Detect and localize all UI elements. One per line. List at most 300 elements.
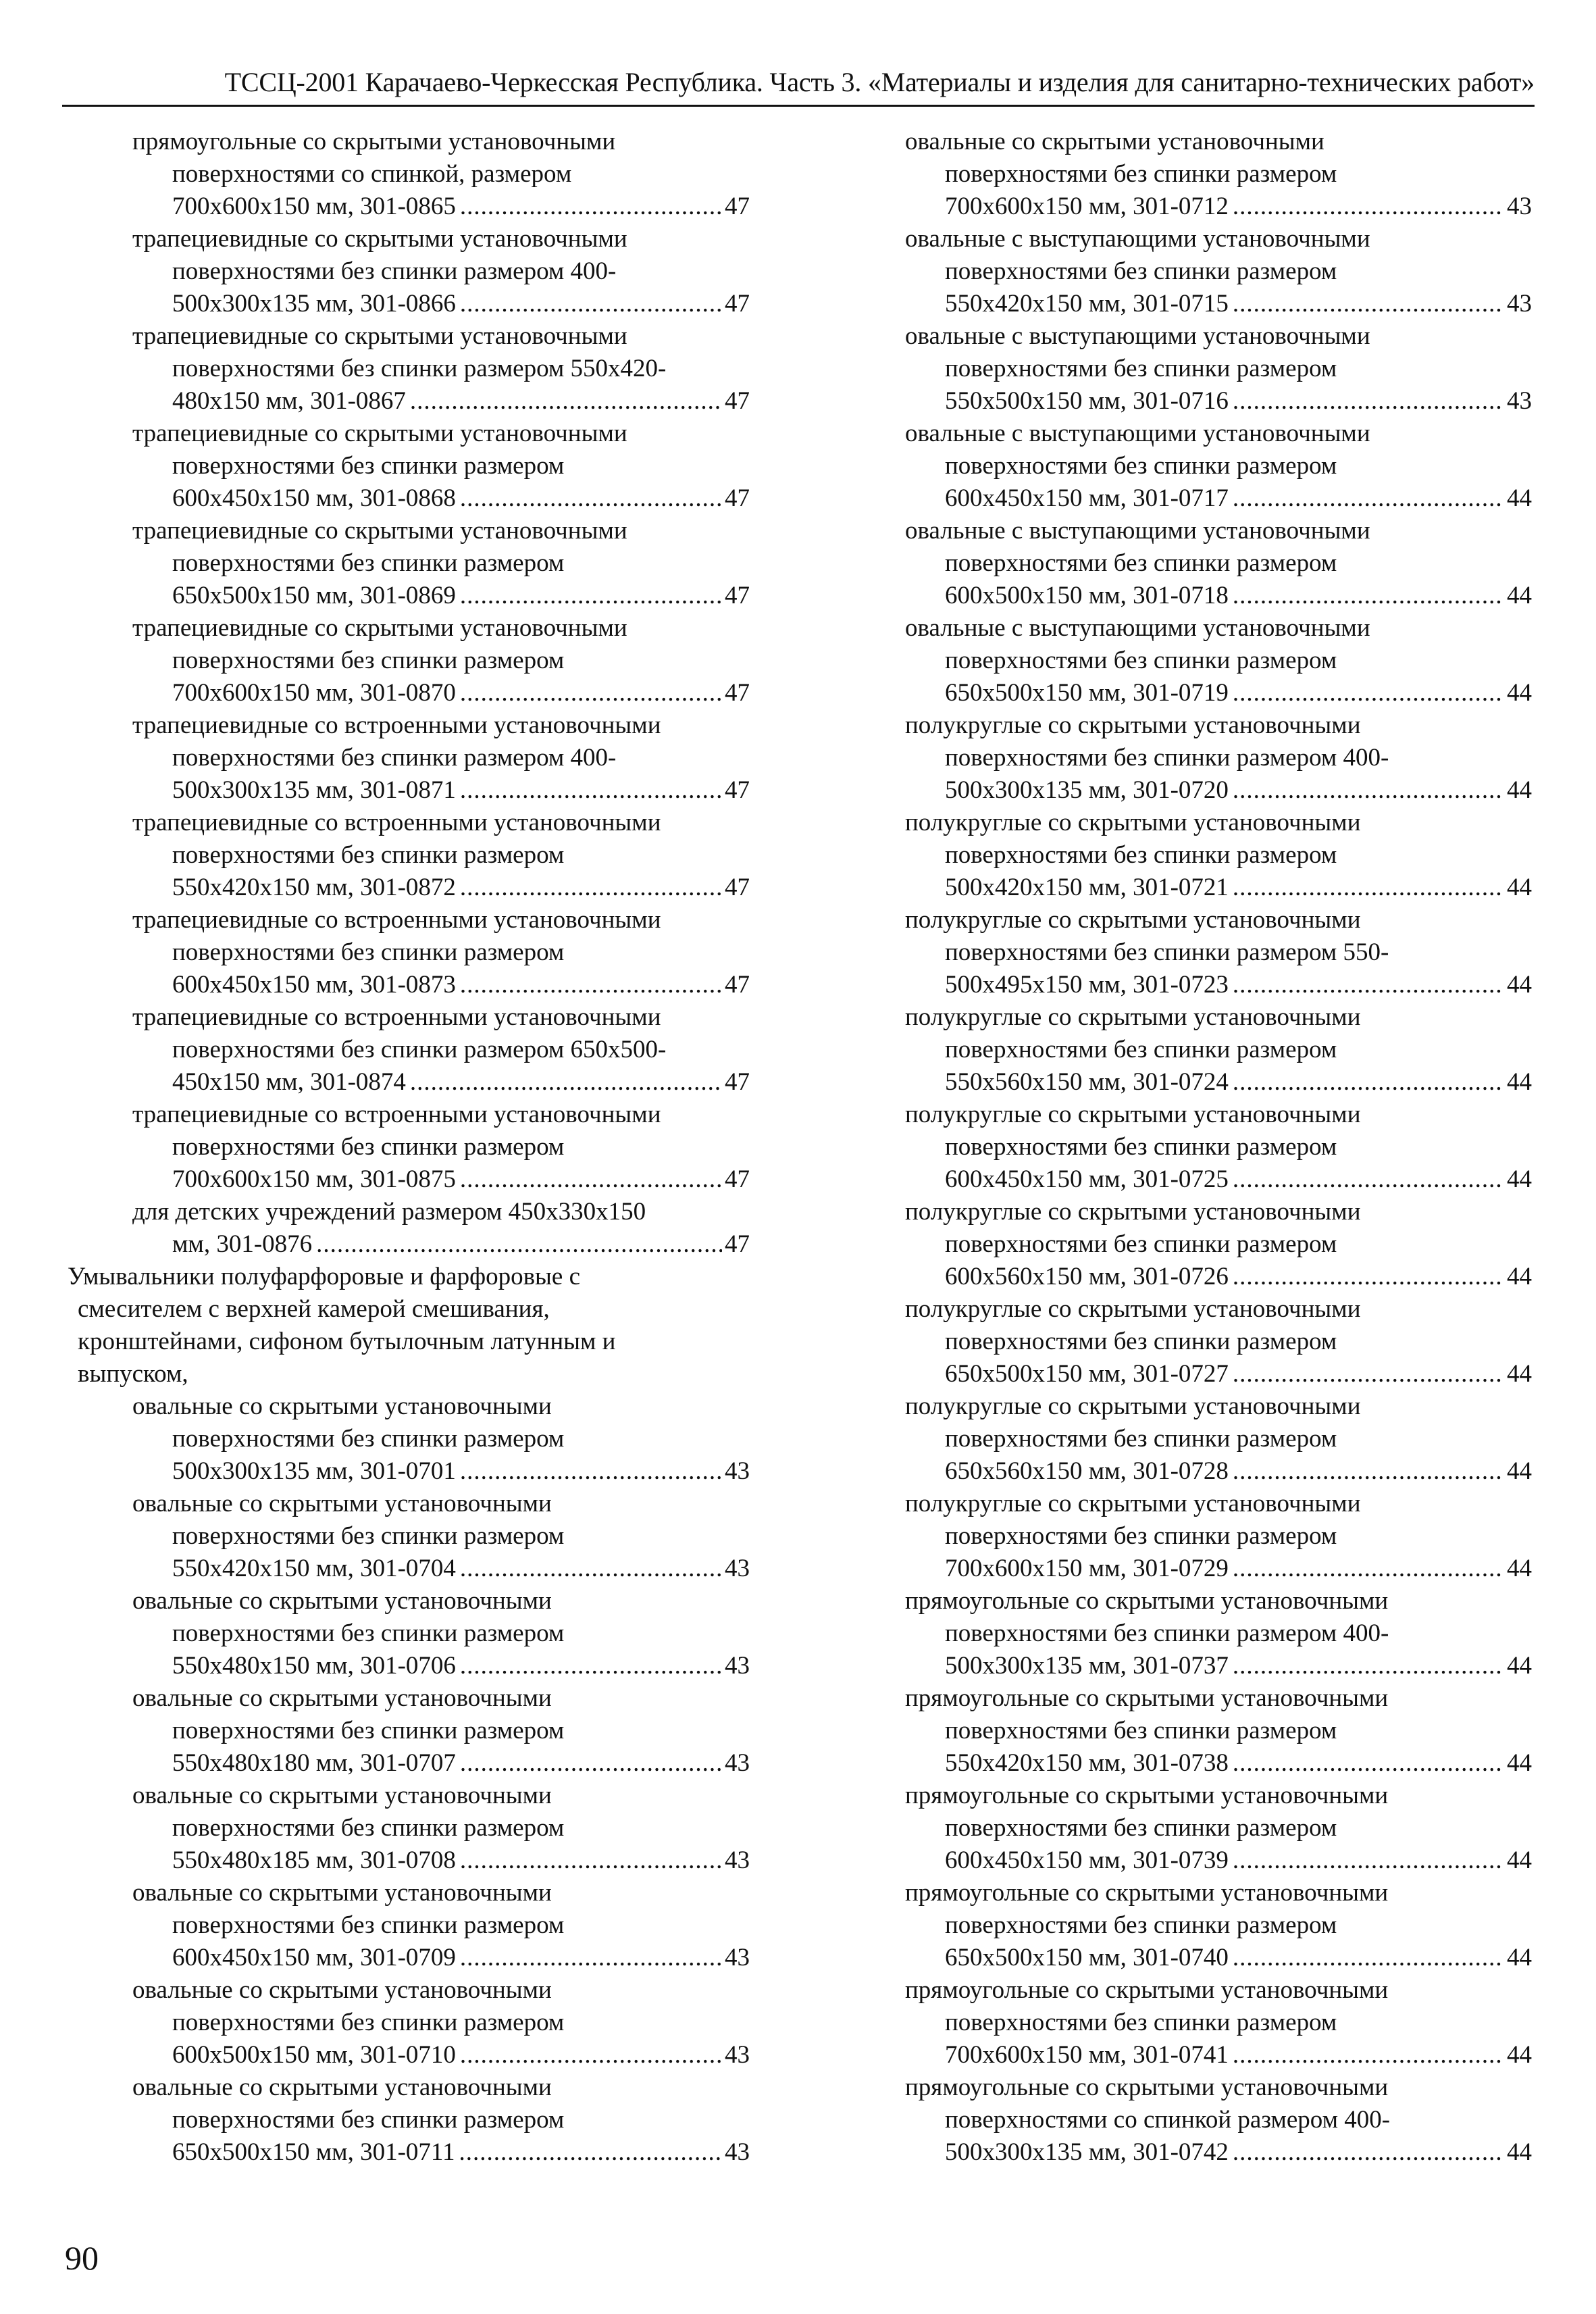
entry-page-ref: 43 (725, 2138, 750, 2166)
entry-page-ref: 47 (725, 582, 750, 609)
entry-page-ref: 44 (1507, 874, 1532, 901)
entry-spec: 700х600х150 мм, 301-0712 (945, 193, 1229, 220)
leader-dots (460, 1553, 722, 1585)
entry-last-line (68, 1228, 750, 1261)
entry-page-ref: 44 (1507, 1068, 1532, 1096)
leader-dots (460, 1844, 722, 1877)
entry-last-line (905, 482, 1532, 515)
entry-page-ref: 44 (1507, 2138, 1532, 2166)
entry-spec: 550х420х150 мм, 301-0704 (172, 1555, 456, 1582)
entry-text-line: овальные со скрытыми установочными (132, 1782, 552, 1809)
entry-last-line (68, 774, 750, 807)
index-entry (905, 709, 1532, 807)
header-title: ТССЦ-2001 Карачаево-Черкесская Республика. Часть 3. «Материалы и изделия для санитарно-технических работ» (224, 67, 1535, 97)
entry-last-line (905, 872, 1532, 904)
leader-dots (460, 1942, 722, 1974)
entry-page-ref: 44 (1507, 582, 1532, 609)
leader-dots (1233, 872, 1504, 904)
index-entry (68, 1099, 750, 1196)
index-entry (905, 1196, 1532, 1293)
entry-text-line: поверхностями без спинки размером (172, 1911, 565, 1939)
leader-dots (460, 969, 722, 1001)
entry-last-line (905, 969, 1532, 1001)
entry-text-line: овальные со скрытыми установочными (132, 1587, 552, 1615)
entry-text-line: прямоугольные со скрытыми установочными (905, 1587, 1389, 1615)
entry-text-line: трапециевидные со встроенными установочными (132, 809, 661, 836)
index-entry (905, 1974, 1532, 2071)
leader-dots (1233, 1261, 1504, 1293)
entry-text-line: поверхностями со спинкой размером 400- (945, 2106, 1391, 2134)
entry-spec: мм, 301-0876 (172, 1230, 313, 1258)
entry-page-ref: 47 (725, 484, 750, 512)
entry-text-line: овальные с выступающими установочными (905, 614, 1370, 642)
index-entry (68, 418, 750, 515)
entry-page-ref: 43 (725, 1944, 750, 1971)
entry-last-line (905, 385, 1532, 418)
index-entry (905, 1585, 1532, 1682)
leader-dots (1233, 774, 1504, 807)
leader-dots (460, 482, 722, 515)
entry-page-ref: 44 (1507, 2041, 1532, 2069)
leader-dots (1233, 191, 1504, 223)
entry-text-line: поверхностями без спинки размером (945, 841, 1337, 869)
entry-text-line: поверхностями без спинки размером (945, 1814, 1337, 1842)
entry-page-ref: 43 (725, 1457, 750, 1485)
entry-text-line: полукруглые со скрытыми установочными (905, 1392, 1361, 1420)
entry-text-line: поверхностями без спинки размером (172, 938, 565, 966)
entry-text-line: овальные с выступающими установочными (905, 517, 1370, 545)
entry-text-line: поверхностями без спинки размером (945, 1036, 1337, 1063)
entry-text-line: овальные со скрытыми установочными (905, 128, 1324, 155)
entry-text-line: поверхностями без спинки размером (172, 647, 565, 674)
entry-page-ref: 44 (1507, 484, 1532, 512)
entry-spec: 500х495х150 мм, 301-0723 (945, 971, 1229, 999)
entry-page-ref: 43 (725, 2041, 750, 2069)
index-entry (905, 1293, 1532, 1390)
entry-page-ref: 44 (1507, 1263, 1532, 1290)
entry-text-line: поверхностями без спинки размером (945, 355, 1337, 382)
leader-dots (1233, 1844, 1504, 1877)
entry-text-line: полукруглые со скрытыми установочными (905, 1101, 1361, 1128)
entry-text-line: овальные с выступающими установочными (905, 322, 1370, 350)
entry-last-line (905, 1066, 1532, 1099)
entry-last-line (905, 580, 1532, 612)
entry-page-ref: 44 (1507, 1846, 1532, 1874)
entry-last-line (68, 1455, 750, 1488)
leader-dots (460, 580, 722, 612)
entry-text-line: поверхностями без спинки размером (172, 2106, 565, 2134)
entry-spec: 550х420х150 мм, 301-0872 (172, 874, 456, 901)
entry-spec: 600х450х150 мм, 301-0873 (172, 971, 456, 999)
group-heading-line: Умывальники полуфарфоровые и фарфоровые с (68, 1263, 580, 1290)
leader-dots (460, 872, 722, 904)
group-heading (68, 1261, 750, 1390)
entry-text-line: трапециевидные со встроенными установочными (132, 906, 661, 934)
entry-spec: 500х300х135 мм, 301-0720 (945, 776, 1229, 804)
entry-text-line: трапециевидные со скрытыми установочными (132, 614, 627, 642)
leader-dots (460, 1747, 722, 1780)
entry-last-line (905, 191, 1532, 223)
entry-spec: 600х450х150 мм, 301-0709 (172, 1944, 456, 1971)
leader-dots (1233, 1163, 1504, 1196)
index-entry (905, 515, 1532, 612)
entry-spec: 500х300х135 мм, 301-0701 (172, 1457, 456, 1485)
entry-text-line: поверхностями без спинки размером (945, 647, 1337, 674)
entry-spec: 500х300х135 мм, 301-0871 (172, 776, 456, 804)
entry-text-line: полукруглые со скрытыми установочными (905, 711, 1361, 739)
entry-spec: 480х150 мм, 301-0867 (172, 387, 406, 415)
entry-last-line (68, 677, 750, 709)
entry-text-line: поверхностями без спинки размером (945, 1425, 1337, 1453)
entry-text-line: для детских учреждений размером 450х330х150 (132, 1198, 646, 1226)
index-entry (905, 418, 1532, 515)
entry-last-line (905, 1455, 1532, 1488)
entry-last-line (68, 2039, 750, 2071)
entry-text-line: поверхностями без спинки размером 400- (945, 1619, 1389, 1647)
entry-spec: 500х300х135 мм, 301-0742 (945, 2138, 1229, 2166)
leader-dots (460, 774, 722, 807)
entry-text-line: полукруглые со скрытыми установочными (905, 1198, 1361, 1226)
leader-dots (1233, 1455, 1504, 1488)
index-entry (68, 1001, 750, 1099)
entry-last-line (905, 2136, 1532, 2169)
entry-page-ref: 44 (1507, 1749, 1532, 1777)
index-entries-right (905, 126, 1532, 2169)
entry-spec: 500х300х135 мм, 301-0866 (172, 290, 456, 318)
entry-text-line: прямоугольные со скрытыми установочными (132, 128, 616, 155)
entry-text-line: поверхностями без спинки размером (945, 1133, 1337, 1161)
index-entry (905, 1099, 1532, 1196)
entry-spec: 700х600х150 мм, 301-0875 (172, 1165, 456, 1193)
entry-spec: 550х420х150 мм, 301-0715 (945, 290, 1229, 318)
entry-text-line: поверхностями без спинки размером (172, 841, 565, 869)
entry-last-line (68, 482, 750, 515)
index-entry (68, 1780, 750, 1877)
entry-text-line: поверхностями без спинки размером (172, 1522, 565, 1550)
index-entry (905, 1390, 1532, 1488)
entry-text-line: трапециевидные со встроенными установочными (132, 1003, 661, 1031)
entry-page-ref: 44 (1507, 1457, 1532, 1485)
entry-last-line (905, 774, 1532, 807)
entry-text-line: трапециевидные со скрытыми установочными (132, 322, 627, 350)
leader-dots (460, 191, 722, 223)
entry-page-ref: 43 (725, 1555, 750, 1582)
entry-last-line (905, 1553, 1532, 1585)
index-entry (68, 515, 750, 612)
leader-dots (1233, 1747, 1504, 1780)
leader-dots (1233, 1942, 1504, 1974)
leader-dots (1233, 969, 1504, 1001)
running-header (62, 58, 1535, 107)
entry-spec: 600х450х150 мм, 301-0739 (945, 1846, 1229, 1874)
entry-text-line: овальные со скрытыми установочными (132, 1879, 552, 1907)
index-entry (905, 612, 1532, 709)
index-entry (905, 1001, 1532, 1099)
entry-page-ref: 47 (725, 193, 750, 220)
entry-page-ref: 47 (725, 290, 750, 318)
entry-page-ref: 47 (725, 1230, 750, 1258)
entry-page-ref: 47 (725, 679, 750, 707)
entry-text-line: поверхностями без спинки размером (945, 1328, 1337, 1355)
entry-text-line: овальные со скрытыми установочными (132, 1684, 552, 1712)
entry-page-ref: 47 (725, 387, 750, 415)
entry-page-ref: 47 (725, 971, 750, 999)
group-heading-line: смесителем с верхней камерой смешивания, (78, 1295, 550, 1323)
entry-page-ref: 43 (725, 1749, 750, 1777)
entry-page-ref: 43 (1507, 193, 1532, 220)
leader-dots (410, 385, 722, 418)
entry-text-line: овальные со скрытыми установочными (132, 1490, 552, 1517)
entry-spec: 650х500х150 мм, 301-0740 (945, 1944, 1229, 1971)
entry-text-line: поверхностями без спинки размером (172, 2009, 565, 2036)
leader-dots (460, 1650, 722, 1682)
leader-dots (1233, 2136, 1504, 2169)
leader-dots (1233, 385, 1504, 418)
entry-text-line: поверхностями без спинки размером 400- (172, 744, 617, 772)
leader-dots (1233, 580, 1504, 612)
entry-text-line: поверхностями без спинки размером (172, 1717, 565, 1744)
entry-last-line (68, 1844, 750, 1877)
leader-dots (1233, 2039, 1504, 2071)
entry-page-ref: 44 (1507, 1652, 1532, 1680)
index-entry (905, 223, 1532, 320)
entry-spec: 500х420х150 мм, 301-0721 (945, 874, 1229, 901)
right-column (905, 126, 1532, 2169)
index-entry (905, 1488, 1532, 1585)
entry-text-line: поверхностями без спинки размером (172, 1425, 565, 1453)
leader-dots (1233, 1066, 1504, 1099)
entry-last-line (68, 969, 750, 1001)
index-entry (68, 320, 750, 418)
leader-dots (1233, 1553, 1504, 1585)
entry-last-line (905, 288, 1532, 320)
index-entry (68, 612, 750, 709)
entry-text-line: прямоугольные со скрытыми установочными (905, 1976, 1389, 2004)
index-entry (68, 2071, 750, 2169)
entry-text-line: полукруглые со скрытыми установочными (905, 1003, 1361, 1031)
entry-text-line: поверхностями без спинки размером (945, 257, 1337, 285)
entry-spec: 600х450х150 мм, 301-0717 (945, 484, 1229, 512)
entry-text-line: поверхностями без спинки размером (172, 452, 565, 480)
index-entry (68, 1488, 750, 1585)
entry-last-line (68, 1942, 750, 1974)
entry-page-ref: 47 (725, 776, 750, 804)
entry-last-line (68, 1163, 750, 1196)
index-entry (68, 709, 750, 807)
entry-last-line (905, 2039, 1532, 2071)
entry-text-line: трапециевидные со скрытыми установочными (132, 420, 627, 447)
group-heading-line: кронштейнами, сифоном бутылочным латунным и (78, 1328, 616, 1355)
entry-spec: 550х480х180 мм, 301-0707 (172, 1749, 456, 1777)
entry-text-line: поверхностями без спинки размером 550- (945, 938, 1389, 966)
index-entries-left-bottom (68, 1390, 750, 2169)
entry-text-line: поверхностями без спинки размером (945, 1522, 1337, 1550)
entry-text-line: поверхностями со спинкой, размером (172, 160, 572, 188)
entry-last-line (905, 677, 1532, 709)
entry-text-line: поверхностями без спинки размером (172, 1133, 565, 1161)
entry-text-line: поверхностями без спинки размером (172, 549, 565, 577)
entry-last-line (68, 1747, 750, 1780)
entry-last-line (68, 288, 750, 320)
entry-text-line: поверхностями без спинки размером 400- (172, 257, 617, 285)
entry-spec: 550х500х150 мм, 301-0716 (945, 387, 1229, 415)
entry-text-line: поверхностями без спинки размером 650х500- (172, 1036, 667, 1063)
entry-last-line (68, 580, 750, 612)
entry-text-line: овальные с выступающими установочными (905, 225, 1370, 253)
entry-spec: 700х600х150 мм, 301-0865 (172, 193, 456, 220)
leader-dots (460, 677, 722, 709)
entry-spec: 450х150 мм, 301-0874 (172, 1068, 406, 1096)
index-entry (68, 904, 750, 1001)
entry-page-ref: 47 (725, 874, 750, 901)
entry-spec: 600х500х150 мм, 301-0718 (945, 582, 1229, 609)
index-entry (68, 126, 750, 223)
index-entry (905, 807, 1532, 904)
entry-text-line: овальные со скрытыми установочными (132, 1392, 552, 1420)
entry-last-line (68, 1066, 750, 1099)
entry-text-line: поверхностями без спинки размером (945, 160, 1337, 188)
index-entries-left-top (68, 126, 750, 1261)
entry-page-ref: 44 (1507, 1555, 1532, 1582)
entry-text-line: полукруглые со скрытыми установочными (905, 1295, 1361, 1323)
entry-text-line: поверхностями без спинки размером (945, 549, 1337, 577)
leader-dots (1233, 1358, 1504, 1390)
index-entry (68, 1196, 750, 1261)
entry-spec: 700х600х150 мм, 301-0741 (945, 2041, 1229, 2069)
entry-text-line: поверхностями без спинки размером (172, 1814, 565, 1842)
leader-dots (1233, 288, 1504, 320)
entry-last-line (68, 191, 750, 223)
entry-page-ref: 44 (1507, 1944, 1532, 1971)
entry-text-line: овальные со скрытыми установочными (132, 2073, 552, 2101)
entry-page-ref: 44 (1507, 1360, 1532, 1388)
index-entry (905, 126, 1532, 223)
entry-spec: 650х500х150 мм, 301-0727 (945, 1360, 1229, 1388)
entry-page-ref: 43 (725, 1652, 750, 1680)
entry-last-line (905, 1942, 1532, 1974)
entry-text-line: прямоугольные со скрытыми установочными (905, 1879, 1389, 1907)
index-entry (68, 1585, 750, 1682)
index-entry (905, 904, 1532, 1001)
entry-text-line: прямоугольные со скрытыми установочными (905, 1684, 1389, 1712)
leader-dots (460, 1455, 722, 1488)
entry-spec: 550х560х150 мм, 301-0724 (945, 1068, 1229, 1096)
entry-last-line (905, 1844, 1532, 1877)
entry-page-ref: 43 (1507, 387, 1532, 415)
entry-text-line: полукруглые со скрытыми установочными (905, 809, 1361, 836)
entry-text-line: овальные со скрытыми установочными (132, 1976, 552, 2004)
group-heading-line: выпуском, (78, 1360, 188, 1388)
entry-spec: 650х560х150 мм, 301-0728 (945, 1457, 1229, 1485)
entry-page-ref: 47 (725, 1068, 750, 1096)
header-rule (62, 105, 1535, 107)
leader-dots (460, 288, 722, 320)
entry-text-line: трапециевидные со встроенными установочными (132, 711, 661, 739)
index-entry (68, 1877, 750, 1974)
entry-text-line: поверхностями без спинки размером (945, 1717, 1337, 1744)
leader-dots (459, 2136, 722, 2169)
entry-text-line: прямоугольные со скрытыми установочными (905, 1782, 1389, 1809)
entry-text-line: поверхностями без спинки размером (945, 452, 1337, 480)
entry-text-line: трапециевидные со встроенными установочными (132, 1101, 661, 1128)
entry-text-line: полукруглые со скрытыми установочными (905, 906, 1361, 934)
entry-page-ref: 44 (1507, 1165, 1532, 1193)
index-entry (68, 1682, 750, 1780)
entry-last-line (68, 385, 750, 418)
entry-text-line: поверхностями без спинки размером (945, 1911, 1337, 1939)
entry-text-line: полукруглые со скрытыми установочными (905, 1490, 1361, 1517)
entry-text-line: поверхностями без спинки размером 550х420- (172, 355, 667, 382)
entry-page-ref: 43 (1507, 290, 1532, 318)
entry-last-line (68, 2136, 750, 2169)
entry-last-line (68, 1650, 750, 1682)
page-number: 90 (65, 2239, 99, 2277)
entry-spec: 700х600х150 мм, 301-0729 (945, 1555, 1229, 1582)
entry-last-line (68, 872, 750, 904)
entry-page-ref: 44 (1507, 679, 1532, 707)
entry-text-line: поверхностями без спинки размером (945, 2009, 1337, 2036)
entry-spec: 650х500х150 мм, 301-0711 (172, 2138, 455, 2166)
index-entry (68, 1390, 750, 1488)
index-entry (905, 1682, 1532, 1780)
entry-last-line (905, 1163, 1532, 1196)
entry-spec: 500х300х135 мм, 301-0737 (945, 1652, 1229, 1680)
entry-page-ref: 44 (1507, 776, 1532, 804)
entry-text-line: поверхностями без спинки размером 400- (945, 744, 1389, 772)
leader-dots (316, 1228, 722, 1261)
index-entry (905, 1877, 1532, 1974)
entry-page-ref: 43 (725, 1846, 750, 1874)
entry-spec: 550х480х185 мм, 301-0708 (172, 1846, 456, 1874)
entry-text-line: поверхностями без спинки размером (172, 1619, 565, 1647)
index-entry (68, 1974, 750, 2071)
entry-text-line: трапециевидные со скрытыми установочными (132, 517, 627, 545)
index-entry (68, 807, 750, 904)
entry-spec: 600х500х150 мм, 301-0710 (172, 2041, 456, 2069)
entry-page-ref: 47 (725, 1165, 750, 1193)
entry-spec: 600х450х150 мм, 301-0868 (172, 484, 456, 512)
entry-spec: 600х560х150 мм, 301-0726 (945, 1263, 1229, 1290)
leader-dots (410, 1066, 722, 1099)
leader-dots (460, 1163, 722, 1196)
entry-text-line: трапециевидные со скрытыми установочными (132, 225, 627, 253)
index-entry (905, 1780, 1532, 1877)
leader-dots (1233, 677, 1504, 709)
entry-spec: 650х500х150 мм, 301-0719 (945, 679, 1229, 707)
entry-text-line: поверхностями без спинки размером (945, 1230, 1337, 1258)
entry-spec: 600х450х150 мм, 301-0725 (945, 1165, 1229, 1193)
entry-spec: 700х600х150 мм, 301-0870 (172, 679, 456, 707)
index-entry (905, 320, 1532, 418)
entry-text-line: овальные с выступающими установочными (905, 420, 1370, 447)
entry-spec: 550х480х150 мм, 301-0706 (172, 1652, 456, 1680)
leader-dots (1233, 482, 1504, 515)
entry-last-line (905, 1358, 1532, 1390)
entry-last-line (905, 1261, 1532, 1293)
leader-dots (460, 2039, 722, 2071)
entry-page-ref: 44 (1507, 971, 1532, 999)
entry-last-line (68, 1553, 750, 1585)
index-entry (905, 2071, 1532, 2169)
entry-last-line (905, 1747, 1532, 1780)
index-entry (68, 223, 750, 320)
entry-last-line (905, 1650, 1532, 1682)
entry-spec: 550х420х150 мм, 301-0738 (945, 1749, 1229, 1777)
entry-spec: 650х500х150 мм, 301-0869 (172, 582, 456, 609)
left-column (68, 126, 750, 2169)
leader-dots (1233, 1650, 1504, 1682)
entry-text-line: прямоугольные со скрытыми установочными (905, 2073, 1389, 2101)
